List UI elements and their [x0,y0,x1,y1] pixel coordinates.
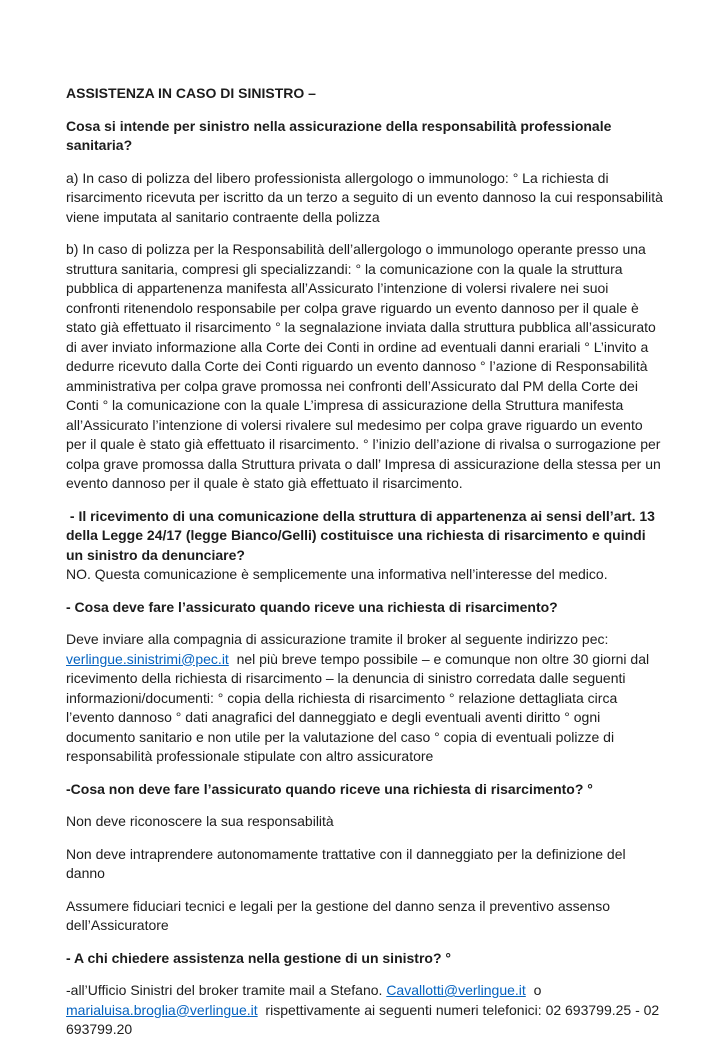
document-title [66,84,664,104]
text-run: Non deve intraprendere autonomamente trattative con il danneggiato per la definizione del danno [66,845,630,881]
text-run: NO. Questa comunicazione è semplicemente una informativa nell’interesse del medico. [66,566,608,582]
paragraph-b [66,240,664,494]
question-cosa-non-deve-fare [66,780,664,800]
text-run: a) In caso di polizza del libero professionista allergologo o immunologo: ° La richiesta di risarcimento ricevuta per iscritto da un terzo a seguito di un evento dannoso la cui responsabilità viene imputata al sanitario contraente della polizza [66,169,667,225]
bold-text-run: -Cosa non deve fare l’assicurato quando riceve una richiesta di risarcimento? ° [66,780,593,797]
bold-text-run: - Il ricevimento di una comunicazione della struttura di appartenenza ai sensi dell’art. 13 della Legge 24/17 (legge Bianco/Gelli) costituisce una richiesta di risarcimento e quindi un sinistro da denunciare? [66,507,659,563]
bold-text-run: ASSISTENZA IN CASO DI SINISTRO – [66,85,316,101]
broglia-email-link[interactable]: marialuisa.broglia@verlingue.it [66,1001,258,1018]
question-ricevimento [66,507,664,585]
paragraph-non-riconoscere [66,812,664,832]
paragraph-assumere-fiduciari [66,897,664,936]
paragraph-contatti [66,981,664,1040]
cavallotti-email-link[interactable]: Cavallotti@verlingue.it [386,982,526,998]
text-run: o [525,982,546,998]
text-run: Non deve riconoscere la sua responsabilità [66,813,334,829]
bold-text-run: - Cosa deve fare l’assicurato quando riceve una richiesta di risarcimento? [66,598,558,615]
paragraph-non-intraprendere [66,845,664,884]
question-heading [66,117,664,156]
text-run: b) In caso di polizza per la Responsabilità dell’allergologo o immunologo operante presso una struttura sanitaria, compresi gli specializzandi: ° la comunicazione con la quale la struttura pubblica di appartenenza manifesta all’Assicurato l’intenzione di volersi rivalere nei suoi confronti ritenendolo responsabile per colpa grave riguardo un evento dannoso per il quale è stato già effettuato il risarcimento ° la segnalazione inviata dalla struttura pubblica all’assicurato di aver inviato informazione alla Corte dei Conti in ordine ad eventuali danni erariali ° L’invito a dedurre ricevuto dalla Corte dei Conti riguardo un evento dannoso ° l’azione di Responsabilità amministrativa per colpa grave promossa nei confronti dell’Assicurato dal PM della Corte dei Conti ° la comunicazione con la quale L’impresa di assicurazione della Struttura manifesta all’Assicurato l’intenzione di volersi rivalere sul medesimo per colpa grave riguardo un evento per il quale è stato già effettuato il risarcimento. ° l’inizio dell’azione di rivalsa o surrogazione per colpa grave promossa dalla Struttura privata o dall’ Impresa di assicurazione della stessa per un evento dannoso per il quale è stato già effettuato il risarcimento. [66,241,665,491]
paragraph-a [66,169,667,228]
bold-text-run: Cosa si intende per sinistro nella assicurazione della responsabilità professionale sanitaria? [66,117,616,153]
pec-email-link[interactable]: verlingue.sinistrimi@pec.it [66,650,229,667]
text-run: Assumere fiduciari tecnici e legali per la gestione del danno senza il preventivo assenso dell’Assicuratore [66,897,614,933]
bold-text-run: - A chi chiedere assistenza nella gestione di un sinistro? ° [66,949,451,966]
question-cosa-deve-fare [66,598,664,618]
text-run: Deve inviare alla compagnia di assicurazione tramite il broker al seguente indirizzo pec: [66,631,613,647]
text-run: -all’Ufficio Sinistri del broker tramite mail a Stefano. [66,982,387,998]
paragraph-deve-inviare [66,630,664,767]
question-a-chi-chiedere [66,949,664,969]
text-run: nel più breve tempo possibile – e comunque non oltre 30 giorni dal ricevimento della richiesta di risarcimento – la denuncia di sinistro corredata dalle seguenti informazioni/documenti: ° copia della richiesta di risarcimento ° relazione dettagliata circa l’evento dannoso ° dati anagrafici del danneggiato e degli eventuali aventi diritto ° ogni documento sanitario e non utile per la valutazione del caso ° copia di eventuali polizze di responsabilità professionale stipulate con altro assicuratore [66,650,653,764]
text-run: rispettivamente ai seguenti numeri telefonici: 02 693799.25 - 02 693799.20 [66,1001,664,1037]
